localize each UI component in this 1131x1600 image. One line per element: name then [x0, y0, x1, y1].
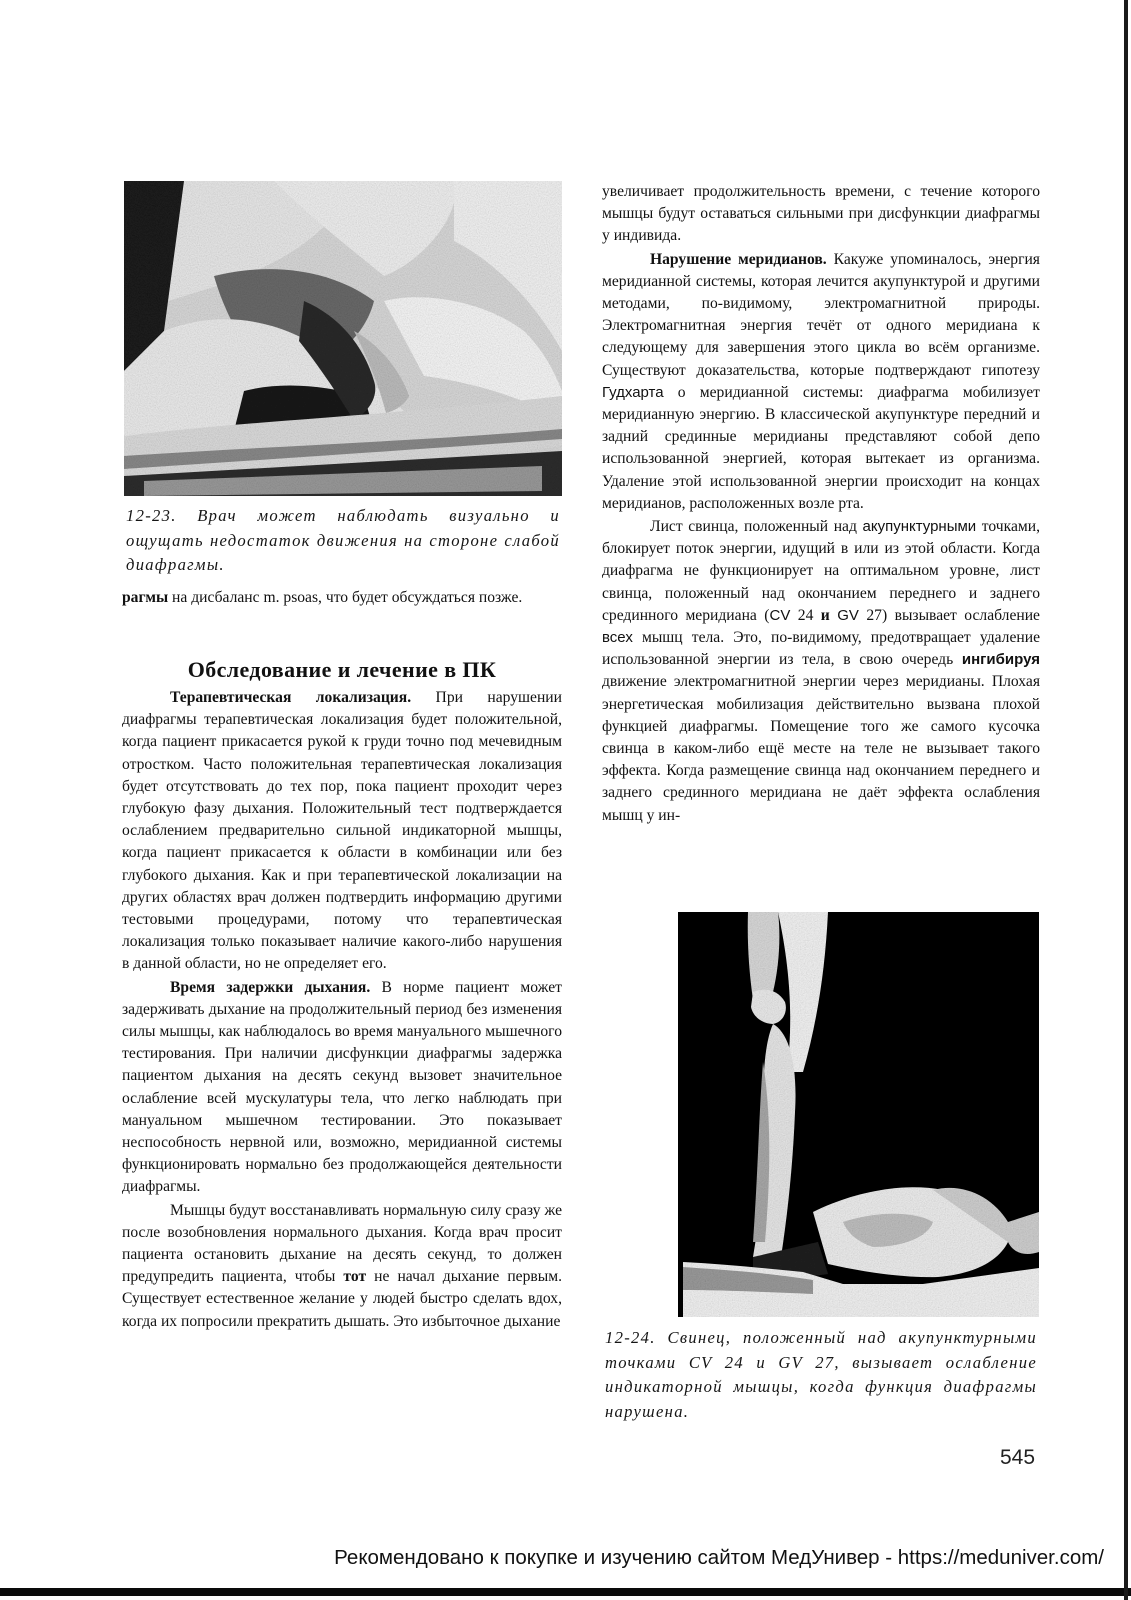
right-edge-rule — [1124, 0, 1128, 1600]
right-continuation-paragraph: увеличивает продолжительность времени, с течение которого мышцы будут оставаться сильными при дисфункции диафрагмы у индивида. — [602, 183, 1040, 245]
bottom-rule — [0, 1588, 1131, 1596]
heading-breath-hold-time: Время задержки дыхания. — [170, 978, 371, 996]
left-column-body — [122, 687, 562, 1333]
left-column-continuation — [122, 587, 562, 609]
heading-meridian-disorder: Нарушение меридианов. — [650, 250, 827, 268]
lead-text-i: 27) вызывает ослабление — [858, 606, 1040, 624]
right-column-body — [602, 181, 1040, 827]
heading-therapeutic-localization: Терапевтическая локализация. — [170, 689, 412, 706]
text-muscle-recovery-a: Мышцы будут восстанавливать нормальную силу сразу же после возобновления нормального дыхания. Когда врач просит пациента остановить дыхание на десять секунд, то должен предупредить пациента, чтобы — [122, 1201, 562, 1286]
meridian-text-b: уже упоминалось, энергия меридианной системы, которая лечится акупунктурой и другими методами, по-видимому, электромагнитной природы. Электромагнитная энергия течёт от одного меридиана к следующему для завершения этого цикла во всём организме. Существуют доказательства, которые подтверждают гипотезу — [602, 250, 1040, 379]
paragraph-meridian-disorder — [602, 249, 1040, 515]
meridian-bold-goodheart: Гудхарта — [602, 383, 664, 401]
figure-12-24-photo — [603, 912, 1039, 1317]
text-therapeutic-localization: При нарушении диафрагмы терапевтическая локализация будет положительной, когда пациент прикасается рукой к груди точно под мечевидным отростком. Часто положительная терапевтическая локализация будет отсутствовать до тех пор, пока пациент проходит через глубокую фазу дыхания. Положительный тест подтверждается ослаблением предварительно сильной индикаторной мышцы, когда пациент прикасается к области в комбинации или без глубокого дыхания. Как и при терапевтической локализации на других областях врач должен подтвердить информацию другими тестовыми процедурами, потому что терапевтическая локализация только показывает наличие какого-либо нарушения в данной области, но не определяет его. — [122, 689, 562, 973]
lead-bold-and: и — [820, 606, 830, 624]
lead-bold-acupuncture: акупунктурными — [862, 518, 977, 536]
meridian-bold-kak: Как — [826, 250, 859, 268]
paragraph-muscle-recovery — [122, 1200, 562, 1333]
paragraph-lead-sheet — [602, 516, 1040, 827]
lead-text-k: мышц тела. Это, по-видимому, предотвращает удаление использованной энергии из тела, в свою очередь — [602, 629, 1040, 669]
text-muscle-recovery-c: не начал дыхание первым. Существует естественное желание у людей быстро сделать вдох, когда их попросили прекратить дышать. Это избыточное дыхание — [122, 1268, 563, 1330]
section-title: Обследование и лечение в ПК — [187, 657, 497, 682]
paragraph-breath-hold-time — [122, 977, 562, 1199]
lead-text-c: точками, блокирует поток энергии, идущий в или из этой области. Когда диафрагма не функционирует на оптимальном уровне, лист свинца, положенный над окончанием переднего и заднего срединного меридиана ( — [602, 518, 1040, 624]
text-breath-hold-time: В норме пациент может задерживать дыхание на продолжительный период без изменения силы мышцы, как наблюдалось во время мануального мышечного тестирования. При наличии дисфункции диафрагмы задержка пациентом дыхания на десять секунд вызовет значительное ослабление всей мускулатуры тела, что легко наблюдать при мануальном мышечном тестировании. Это показывает неспособность нервной или, возможно, меридианной системы функционировать нормально без продолжающейся деятельности диафрагмы. — [122, 978, 562, 1196]
lead-text-e: 24 — [790, 606, 821, 624]
continuation-bold: рагмы — [122, 589, 169, 606]
figure-12-23-photo — [124, 181, 562, 496]
figure-12-24-caption: 12-24. Свинец, положенный над акупунктурными точками CV 24 и GV 27, вызывает ослабление индикаторной мышцы, когда функция диафрагмы нарушена. — [605, 1328, 1037, 1421]
continuation-paragraph — [122, 587, 562, 609]
footer-banner: Рекомендовано к покупке и изучению сайтом МедУнивер - https://meduniver.com/ — [334, 1546, 1104, 1569]
figure-12-23-caption: 12-23. Врач может наблюдать визуально и ощущать недостаток движения на стороне слабой диафрагмы. — [126, 506, 560, 574]
meridian-text-d: о меридианной системы: диафрагма мобилизует меридианную энергию. В классической акупунктуре передний и задний срединные меридианы представляют собой депо использованной энергией, которая вытекает из организма. Удаление этой использованной энергии происходит на концах меридианов, расположенных возле рта. — [602, 383, 1040, 512]
lead-gv: GV — [837, 606, 859, 624]
lead-bold-inhibiting: ингибируя — [961, 651, 1040, 669]
continuation-text: на дисбаланс m. psoas, что будет обсуждаться позже. — [168, 589, 523, 606]
lead-all: всех — [602, 629, 633, 647]
text-muscle-recovery-bold: тот — [343, 1268, 367, 1286]
lead-text-a: Лист свинца, положенный над — [650, 518, 863, 536]
page-number: 545 — [1000, 1446, 1036, 1469]
lead-cv: CV — [769, 606, 791, 624]
lead-text-m: движение электромагнитной энергии через меридианы. Плохая энергетическая мобилизация действительно вызвана плохой функцией диафрагмы. Помещение того же самого кусочка свинца в каком-либо ещё месте на теле не вызывает такого эффекта. Когда размещение свинца над окончанием переднего и заднего срединного меридиана не даёт эффекта ослабления мышц у ин- — [602, 673, 1040, 824]
paragraph-therapeutic-localization — [122, 687, 562, 976]
